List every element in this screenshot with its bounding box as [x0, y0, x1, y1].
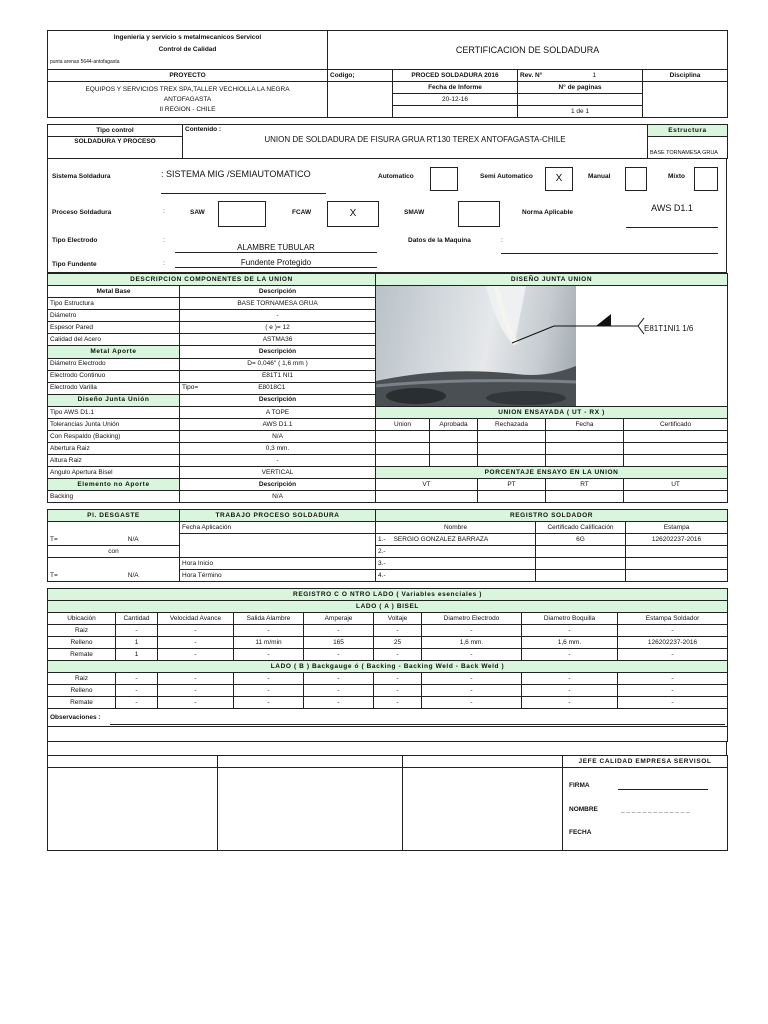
- ensayo-title: UNION ENSAYADA ( UT - RX ): [376, 407, 728, 419]
- aporte-value-0: D= 0,046'' ( 1,6 mm ): [180, 358, 376, 370]
- variable-cell: -: [422, 649, 522, 661]
- comp-label-0: Tipo Estructura: [48, 298, 180, 310]
- comp-value-0: BASE TORNAMESA GRUA: [180, 298, 376, 310]
- registro-cert-2: [536, 558, 626, 570]
- elemento-desc-header: Descripción: [180, 479, 376, 491]
- ensayo-cell: [478, 455, 546, 467]
- ensayo-col-4: Certificado: [624, 419, 728, 431]
- disciplina-label: Disciplina: [643, 70, 728, 82]
- ensayo-cell: [546, 455, 624, 467]
- registro-cert-0: 6G: [536, 534, 626, 546]
- variable-cell: -: [522, 625, 618, 637]
- diseno-label-5: Angulo Apertura Bisel: [48, 467, 180, 479]
- ensayo-cell: [624, 455, 728, 467]
- ubicacion-cell: Raiz: [48, 673, 116, 685]
- aporte-value-2-cell: [180, 382, 376, 394]
- estructura-value: BASE TORNAMESA GRUA: [648, 137, 728, 159]
- descripcion-header: Descripción: [180, 286, 376, 298]
- saw-label: SAW: [190, 209, 205, 216]
- diseno-value-0: A TOPE: [180, 407, 376, 419]
- diseno-title: DISEÑO JUNTA UNION: [376, 274, 728, 286]
- var-col-7: Diametro Boquilla: [522, 613, 618, 625]
- ensayo-col-3: Fecha: [546, 419, 624, 431]
- jefe-calidad: JEFE CALIDAD EMPRESA SERVISOL: [563, 756, 728, 768]
- ensayo-col-2: Rechazada: [478, 419, 546, 431]
- mixto-checkbox[interactable]: [694, 167, 718, 191]
- observaciones-label: Observaciones :: [48, 709, 108, 727]
- variable-cell: -: [422, 697, 522, 709]
- variable-cell: -: [116, 685, 158, 697]
- nombre-label: NOMBRE: [569, 806, 598, 813]
- variables-row: [48, 625, 728, 637]
- variable-cell: -: [158, 673, 234, 685]
- registro-cert-1: [536, 546, 626, 558]
- aporte-label-0: Diámetro Electrodo: [48, 358, 180, 370]
- rev-value: 1: [592, 71, 596, 79]
- desgaste-na1: N/A: [127, 536, 139, 543]
- firma-box-2[interactable]: [218, 768, 403, 851]
- proceso-label: Proceso Soldadura: [52, 209, 112, 216]
- registro-row-0: [376, 534, 536, 546]
- comp-label-3: Calidad del Acero: [48, 334, 180, 346]
- variable-cell: -: [234, 685, 304, 697]
- tipo-control-label: Tipo control: [48, 125, 183, 137]
- pct-cell: [624, 491, 728, 503]
- empty-cell: [518, 94, 643, 106]
- company-dept: Control de Calidad: [158, 46, 217, 53]
- firma-label: FIRMA: [569, 782, 590, 789]
- ensayo-cell: [376, 443, 430, 455]
- welding-certificate: [47, 30, 727, 851]
- datos-colon: :: [501, 237, 503, 244]
- weld-symbol-label: E81T1NI1 1/6: [644, 324, 694, 333]
- firma-box-3[interactable]: [403, 768, 563, 851]
- empty-cell: [393, 106, 518, 118]
- variables-row: [48, 673, 728, 685]
- firma-line[interactable]: [618, 788, 708, 790]
- componentes-table: [47, 273, 728, 503]
- electrodo-colon: :: [163, 237, 165, 244]
- fundente-colon: :: [163, 260, 165, 267]
- registro-estampa-3: [626, 570, 728, 582]
- pct-cell: [478, 491, 546, 503]
- variable-cell: -: [374, 697, 422, 709]
- codigo-label: Codigo;: [328, 70, 393, 82]
- fecha-firma-label: FECHA: [569, 829, 592, 836]
- pct-cell: [376, 491, 478, 503]
- variable-cell: -: [522, 673, 618, 685]
- variable-cell: 165: [304, 637, 374, 649]
- variable-cell: -: [304, 685, 374, 697]
- header-table: [47, 30, 728, 118]
- pct-col-vt: VT: [376, 479, 478, 491]
- fecha-value: 20-12-16: [393, 94, 518, 106]
- ensayo-cell: [478, 443, 546, 455]
- sistema-label: Sistema Soldadura: [52, 173, 111, 180]
- aporte-label-2: Electrodo Varilla: [48, 382, 180, 394]
- diseno-label-2: Con Respaldo (Backing): [48, 431, 180, 443]
- backing-label: Backing: [48, 491, 180, 503]
- variables-row: [48, 697, 728, 709]
- ensayo-cell: [376, 431, 430, 443]
- saw-checkbox[interactable]: [218, 201, 266, 227]
- proyecto-value: [48, 82, 328, 118]
- fcaw-label: FCAW: [292, 209, 312, 216]
- variables-table: [47, 588, 728, 709]
- registro-col-nombre: Nombre: [376, 522, 536, 534]
- variable-cell: -: [304, 625, 374, 637]
- firmas-table: [47, 755, 728, 851]
- rev-label: Rev. N°: [520, 71, 543, 79]
- proyecto-line-1: EQUIPOS Y SERVICIOS TREX SPA,TALLER VECHIOLLA LA NEGRA: [85, 85, 290, 93]
- paginas-label: N° de paginas: [518, 82, 643, 94]
- contenido-label: Contenido :: [185, 126, 222, 133]
- fecha-label: Fecha de Informe: [393, 82, 518, 94]
- ensayo-cell: [478, 431, 546, 443]
- empty-cell: [328, 82, 393, 118]
- desgaste-con: con: [48, 546, 180, 558]
- variable-cell: -: [304, 697, 374, 709]
- registro-n-2: 3.-: [378, 559, 386, 567]
- variable-cell: -: [158, 685, 234, 697]
- trabajo-table: [47, 509, 728, 582]
- registro-cert-3: [536, 570, 626, 582]
- leader-line: [512, 326, 554, 343]
- electrodo-value: ALAMBRE TUBULAR: [175, 243, 377, 253]
- variable-cell: -: [116, 625, 158, 637]
- variable-cell: -: [234, 673, 304, 685]
- variable-cell: -: [234, 649, 304, 661]
- proyecto-line-3: II REGION - CHILE: [159, 105, 216, 113]
- datos-line: [501, 247, 718, 254]
- mixto-label: Mixto: [668, 173, 685, 180]
- variable-cell: -: [618, 625, 728, 637]
- semi-checkbox[interactable]: X: [545, 167, 573, 191]
- ensayo-cell: [376, 455, 430, 467]
- aporte-desc-header: Descripción: [180, 346, 376, 358]
- comp-label-2: Espesor Pared: [48, 322, 180, 334]
- elemento-no-aporte-header: Elemento no Aporte: [48, 479, 180, 491]
- diseno-value-3: 0,3 mm.: [180, 443, 376, 455]
- registro-nombre-0: SERGIO GONZALEZ BARRAZA: [393, 535, 489, 543]
- pct-cell: [546, 491, 624, 503]
- ensayo-cell: [546, 443, 624, 455]
- variables-row: [48, 637, 728, 649]
- sistema-value: : SISTEMA MIG /SEMIAUTOMATICO: [161, 169, 326, 194]
- ubicacion-cell: Relleno: [48, 637, 116, 649]
- comp-value-1: -: [180, 310, 376, 322]
- diseno-label-3: Abertura Raiz: [48, 443, 180, 455]
- metal-base-header: Metal Base: [48, 286, 180, 298]
- control-table: [47, 124, 728, 159]
- variable-cell: -: [374, 649, 422, 661]
- registro-n-0: 1.-: [378, 535, 386, 543]
- variable-cell: -: [422, 673, 522, 685]
- registro-title: REGISTRO SOLDADOR: [376, 510, 728, 522]
- auto-checkbox[interactable]: [430, 167, 458, 191]
- trabajo-title: TRABAJO PROCESO SOLDADURA: [180, 510, 376, 522]
- diseno-value-1: AWS D1.1: [180, 419, 376, 431]
- norma-value: AWS D1.1: [626, 203, 718, 228]
- variable-cell: -: [116, 697, 158, 709]
- diseno-label-4: Altura Raiz: [48, 455, 180, 467]
- desgaste-t1-cell: [48, 522, 180, 546]
- variable-cell: -: [234, 697, 304, 709]
- var-col-4: Amperaje: [304, 613, 374, 625]
- smaw-checkbox[interactable]: [458, 201, 500, 227]
- contenido-cell: [183, 125, 648, 159]
- lado-b-title: LADO ( B ) Backgauge ó ( Backing - Backing Weld - Back Weld ): [48, 661, 728, 673]
- diseno-drawing: [376, 286, 728, 407]
- pct-col-rt: RT: [546, 479, 624, 491]
- variable-cell: -: [158, 649, 234, 661]
- ensayo-cell: [546, 431, 624, 443]
- tipo-control-value: SOLDADURA Y PROCESO: [48, 137, 183, 159]
- registro-estampa-2: [626, 558, 728, 570]
- desgaste-t2: T=: [50, 572, 58, 579]
- variable-cell: 1: [116, 649, 158, 661]
- variable-cell: 1,6 mm.: [522, 637, 618, 649]
- ensayo-col-0: Union: [376, 419, 430, 431]
- variables-row: [48, 649, 728, 661]
- ubicacion-cell: Remate: [48, 697, 116, 709]
- spacer: [47, 742, 727, 755]
- variable-cell: 25: [374, 637, 422, 649]
- variable-cell: -: [618, 685, 728, 697]
- componentes-title: DESCRIPCION COMPONENTES DE LA UNION: [48, 274, 376, 286]
- aporte-label-1: Electrodo Continuo: [48, 370, 180, 382]
- weld-symbol: [376, 286, 726, 407]
- variable-cell: -: [304, 673, 374, 685]
- metal-aporte-header: Metal Aporte: [48, 346, 180, 358]
- ensayo-cell: [430, 443, 478, 455]
- lado-a-title: LADO ( A ) BISEL: [48, 601, 728, 613]
- variable-cell: -: [618, 673, 728, 685]
- variable-cell: -: [304, 649, 374, 661]
- variable-cell: -: [522, 685, 618, 697]
- manual-label: Manual: [588, 173, 611, 180]
- proyecto-label: PROYECTO: [48, 70, 328, 82]
- aporte-value-1: E81T1 NI1: [180, 370, 376, 382]
- fundente-label: Tipo Fundente: [52, 261, 97, 268]
- diseno-union-header: Diseño Junta Unión: [48, 394, 180, 406]
- proyecto-line-2: ANTOFAGASTA: [163, 95, 212, 103]
- backing-value: N/A: [180, 491, 376, 503]
- variable-cell: -: [522, 697, 618, 709]
- registro-col-estampa: Estampa: [626, 522, 728, 534]
- doc-title: CERTIFICACION DE SOLDADURA: [328, 31, 728, 70]
- electrodo-label: Tipo Electrodo: [52, 237, 98, 244]
- ensayo-cell: [430, 431, 478, 443]
- observaciones-line-2[interactable]: [48, 727, 728, 742]
- aporte-value-2: E8018C1: [258, 384, 286, 392]
- variable-cell: -: [158, 697, 234, 709]
- comp-value-3: ASTMA36: [180, 334, 376, 346]
- diseno-value-4: -: [180, 455, 376, 467]
- firma-box-1[interactable]: [48, 768, 218, 851]
- variable-cell: -: [374, 673, 422, 685]
- jefe-firma-box: [563, 768, 728, 851]
- var-col-2: Velocidad Avance: [158, 613, 234, 625]
- ubicacion-cell: Remate: [48, 649, 116, 661]
- registro-row-2: [376, 558, 536, 570]
- variable-cell: -: [158, 637, 234, 649]
- tipo-label: Tipo=: [182, 384, 199, 392]
- observaciones-table: [47, 709, 728, 742]
- variable-cell: 1: [116, 637, 158, 649]
- variable-cell: 1,6 mm.: [422, 637, 522, 649]
- variable-cell: -: [422, 625, 522, 637]
- var-col-8: Estampa Soldador: [618, 613, 728, 625]
- company-name: Ingenieria y servicio s metalmecanicos Servicol: [113, 34, 262, 41]
- variable-cell: -: [422, 685, 522, 697]
- fecha-aplicacion: Fecha Aplicación: [180, 522, 376, 534]
- observaciones-line-1[interactable]: [108, 709, 728, 727]
- codigo-value: PROCED SOLDADURA 2016: [393, 70, 518, 82]
- manual-checkbox[interactable]: [625, 167, 647, 191]
- rev-cell: [518, 70, 643, 82]
- var-col-0: Ubicación: [48, 613, 116, 625]
- proceso-colon: :: [163, 208, 165, 215]
- firma-col-2: [218, 756, 403, 768]
- fundente-value: Fundente Protegido: [175, 258, 377, 268]
- company-block: [48, 31, 328, 70]
- diseno-label-1: Tolerancias Junta Unión: [48, 419, 180, 431]
- variables-title: REGISTRO C O NTRO LADO ( Variables esenciales ): [48, 589, 728, 601]
- registro-n-1: 2.-: [378, 547, 386, 555]
- fecha-aplicacion-value: [180, 534, 376, 558]
- variable-cell: 11 m/min: [234, 637, 304, 649]
- pct-col-ut: UT: [624, 479, 728, 491]
- desgaste-na2: N/A: [127, 572, 139, 579]
- registro-estampa-1: [626, 546, 728, 558]
- registro-col-cert: Certificado Calificación: [536, 522, 626, 534]
- comp-label-1: Diámetro: [48, 310, 180, 322]
- registro-row-3: [376, 570, 536, 582]
- variable-cell: -: [234, 625, 304, 637]
- firma-col-3: [403, 756, 563, 768]
- ensayo-cell: [430, 455, 478, 467]
- pct-title: PORCENTAJE ENSAYO EN LA UNION: [376, 467, 728, 479]
- variable-cell: -: [374, 685, 422, 697]
- var-col-3: Salida Alambre: [234, 613, 304, 625]
- desgaste-t1: T=: [50, 536, 58, 543]
- ensayo-cell: [624, 443, 728, 455]
- sistema-section: [47, 159, 727, 273]
- diseno-label-0: Tipo AWS D1.1: [48, 407, 180, 419]
- ubicacion-cell: Raiz: [48, 625, 116, 637]
- norma-label: Norma Aplicable: [522, 209, 574, 216]
- contenido-value: UNION DE SOLDADURA DE FISURA GRUA RT130 TEREX ANTOFAGASTA-CHILE: [264, 135, 566, 144]
- company-address: punta arenas 5644-antofagasta: [50, 59, 120, 65]
- comp-value-2: ( e )= 12: [180, 322, 376, 334]
- estructura-label: Estructura: [648, 125, 728, 137]
- nombre-line[interactable]: _ _ _ _ _ _ _ _ _ _ _ _ _: [621, 806, 690, 813]
- ensayo-cell: [624, 431, 728, 443]
- fillet-symbol: [596, 314, 611, 326]
- variables-row: [48, 685, 728, 697]
- smaw-label: SMAW: [404, 209, 425, 216]
- var-col-1: Cantidad: [116, 613, 158, 625]
- desgaste-title: Pl. DESGASTE: [48, 510, 180, 522]
- ubicacion-cell: Relleno: [48, 685, 116, 697]
- diseno-desc-header: Descripción: [180, 394, 376, 406]
- hora-inicio: Hora Inicio: [180, 558, 376, 570]
- datos-label: Datos de la Maquina: [408, 237, 471, 244]
- variable-cell: -: [158, 625, 234, 637]
- pct-col-pt: PT: [478, 479, 546, 491]
- variable-cell: 126202237-2016: [618, 637, 728, 649]
- desgaste-t2-cell: [48, 558, 180, 582]
- variable-cell: -: [374, 625, 422, 637]
- registro-n-3: 4.-: [378, 571, 386, 579]
- auto-label: Automatico: [378, 173, 414, 180]
- diseno-value-2: N/A: [180, 431, 376, 443]
- firma-col-1: [48, 756, 218, 768]
- fcaw-checkbox[interactable]: X: [327, 201, 379, 227]
- var-col-6: Diametro Electrodo: [422, 613, 522, 625]
- variable-cell: -: [618, 649, 728, 661]
- disciplina-value: [643, 82, 728, 118]
- diseno-value-5: VERTICAL: [180, 467, 376, 479]
- variable-cell: -: [116, 673, 158, 685]
- var-col-5: Voltaje: [374, 613, 422, 625]
- registro-estampa-0: 126202237-2016: [626, 534, 728, 546]
- variable-cell: -: [522, 649, 618, 661]
- semi-label: Semi Automatico: [480, 173, 533, 180]
- hora-termino: Hora Término: [180, 570, 376, 582]
- registro-row-1: [376, 546, 536, 558]
- paginas-value: 1 de 1: [518, 106, 643, 118]
- variable-cell: -: [618, 697, 728, 709]
- ensayo-col-1: Aprobada: [430, 419, 478, 431]
